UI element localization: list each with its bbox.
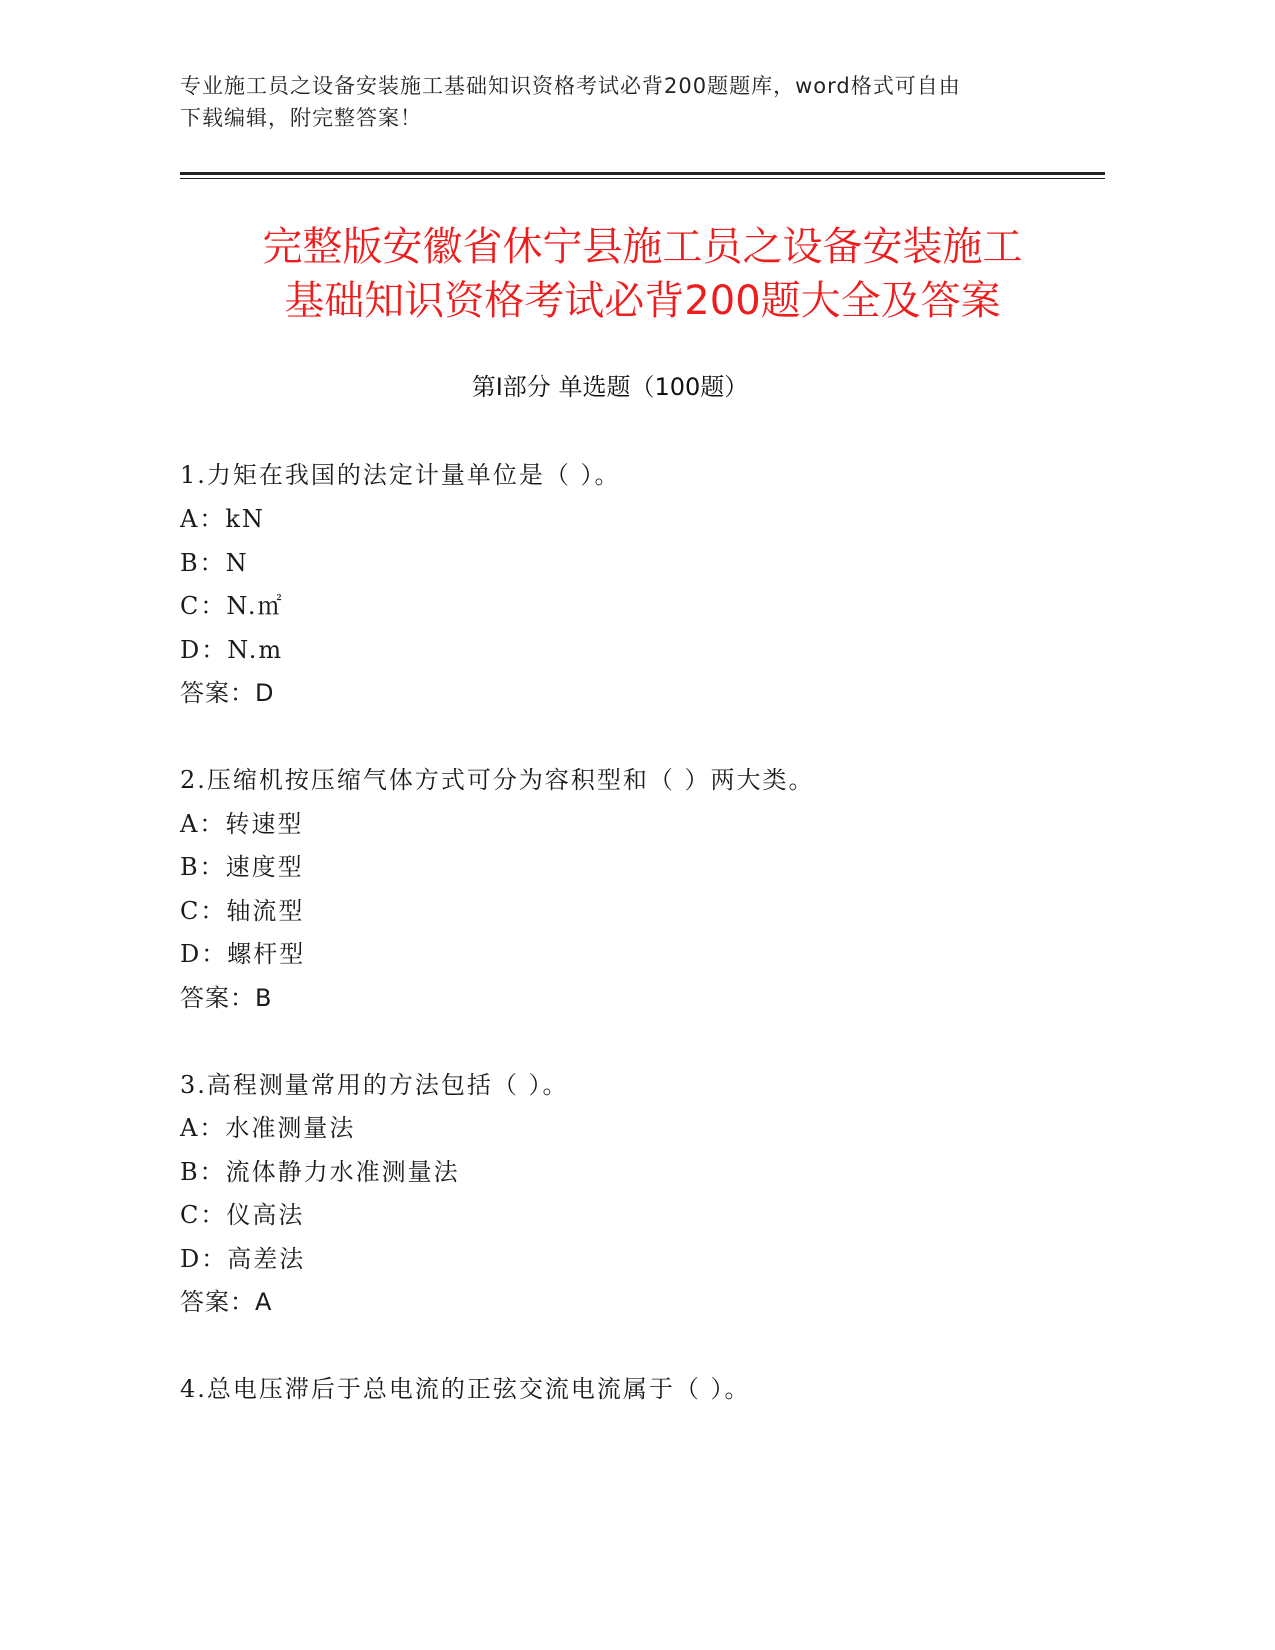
question-1-option-d: D：N.m: [180, 636, 284, 664]
question-3-option-c: C：仪高法: [180, 1201, 305, 1229]
question-3-answer: 答案：A: [180, 1288, 273, 1316]
header-divider-thin: [180, 178, 1105, 179]
question-2-option-a: A：转速型: [180, 810, 304, 838]
header-note-line-1: 专业施工员之设备安装施工基础知识资格考试必背200题题库，word格式可自由: [180, 74, 961, 98]
question-2-answer: 答案：B: [180, 984, 273, 1012]
question-3-option-d: D：高差法: [180, 1245, 306, 1273]
question-3-option-a: A：水准测量法: [180, 1114, 356, 1142]
question-2-option-d: D：螺杆型: [180, 940, 306, 968]
question-1-option-a: A：kN: [180, 505, 265, 533]
question-1-answer: 答案：D: [180, 679, 275, 707]
question-4-stem: 4.总电压滞后于总电流的正弦交流电流属于（ ）。: [180, 1375, 751, 1403]
question-1-stem: 1.力矩在我国的法定计量单位是（ ）。: [180, 461, 621, 489]
question-2-stem: 2.压缩机按压缩气体方式可分为容积型和（ ）两大类。: [180, 766, 815, 794]
page-title-line-1: 完整版安徽省休宁县施工员之设备安装施工: [262, 224, 1023, 270]
header-divider-thick: [180, 172, 1105, 175]
question-3-option-b: B：流体静力水准测量法: [180, 1158, 460, 1186]
question-1-option-c: C：N.㎡: [180, 592, 284, 620]
question-2-option-b: B：速度型: [180, 853, 304, 881]
header-note-line-2: 下载编辑，附完整答案！: [180, 106, 422, 130]
question-3-stem: 3.高程测量常用的方法包括（ ）。: [180, 1071, 569, 1099]
page-title: [150, 220, 1135, 328]
header-note: [180, 70, 1040, 134]
page-title-line-2: 基础知识资格考试必背200题大全及答案: [284, 278, 1001, 324]
section-heading: 第Ⅰ部分 单选题（100题）: [471, 373, 749, 401]
question-2-option-c: C：轴流型: [180, 897, 305, 925]
question-1-option-b: B：N: [180, 549, 249, 577]
